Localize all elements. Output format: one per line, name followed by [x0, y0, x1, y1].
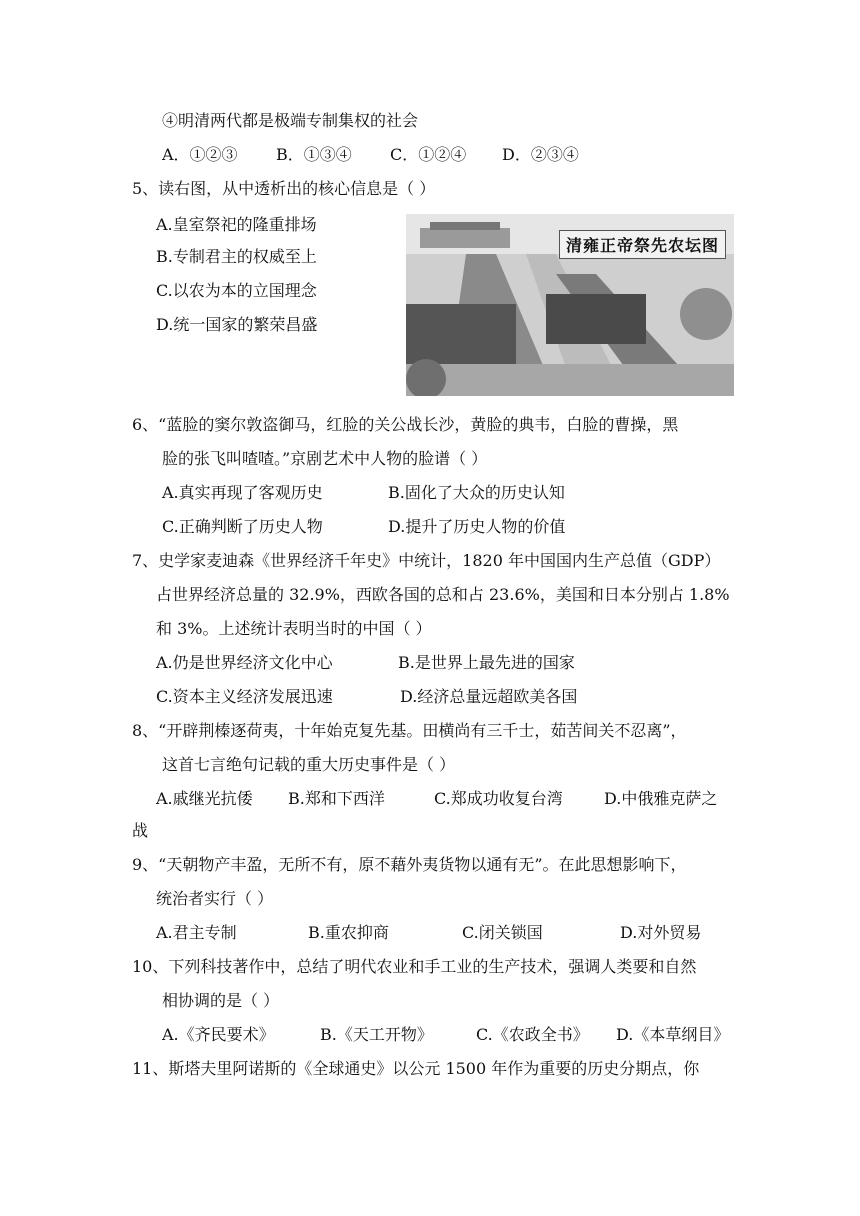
q11-stem-line-1: 11、斯塔夫里阿诺斯的《全球通史》以公元 1500 年作为重要的历史分期点，你 [132, 1059, 700, 1078]
q9-option-d: D.对外贸易 [620, 923, 702, 942]
q8-option-d: D.中俄雅克萨之 [604, 789, 718, 808]
q9-option-a: A.君主专制 [156, 923, 237, 942]
q4-option-c: C．①②④ [390, 145, 467, 164]
q7-stem-line-1: 7、史学家麦迪森《世界经济千年史》中统计，1820 年中国国内生产总值（GDP） [132, 551, 721, 570]
q7-option-c: C.资本主义经济发展迅速 [156, 687, 333, 706]
q5-stem: 5、读右图，从中透析出的核心信息是（ ） [132, 179, 436, 198]
q8-option-b: B.郑和下西洋 [288, 789, 385, 808]
q5-option-c: C.以农为本的立国理念 [156, 281, 317, 300]
q10-option-b: B.《天工开物》 [320, 1025, 433, 1044]
q7-stem-line-2: 占世界经济总量的 32.9%，西欧各国的总和占 23.6%，美国和日本分别占 1.8% [156, 585, 730, 604]
q6-stem-line-1: 6、“蓝脸的窦尔敦盗御马，红脸的关公战长沙，黄脸的典韦，白脸的曹操，黑 [132, 415, 679, 434]
q5-option-d: D.统一国家的繁荣昌盛 [156, 315, 318, 334]
q8-option-c: C.郑成功收复台湾 [434, 789, 563, 808]
q10-option-a: A.《齐民要术》 [162, 1025, 275, 1044]
q7-stem-line-3: 和 3%。上述统计表明当时的中国（ ） [156, 619, 432, 638]
q9-option-b: B.重农抑商 [308, 923, 389, 942]
q10-option-d: D.《本草纲目》 [616, 1025, 730, 1044]
q8-stem-line-2: 这首七言绝句记载的重大历史事件是（ ） [162, 755, 456, 774]
q8-stem-line-1: 8、“开辟荆榛逐荷夷，十年始克复先基。田横尚有三千士，茹苦间关不忍离”， [132, 721, 687, 740]
q5-option-b: B.专制君主的权威至上 [156, 247, 317, 266]
q10-stem-line-1: 10、下列科技著作中，总结了明代农业和手工业的生产技术，强调人类要和自然 [132, 957, 697, 976]
q5-option-a: A.皇室祭祀的隆重排场 [156, 215, 317, 234]
q7-option-a: A.仍是世界经济文化中心 [156, 653, 333, 672]
altar-painting-image [406, 214, 734, 396]
q4-item-4: ④明清两代都是极端专制集权的社会 [162, 111, 419, 130]
q10-option-c: C.《农政全书》 [476, 1025, 589, 1044]
q9-option-c: C.闭关锁国 [462, 923, 543, 942]
q10-stem-line-2: 相协调的是（ ） [162, 991, 280, 1010]
q9-stem-line-2: 统治者实行（ ） [156, 889, 274, 908]
q6-stem-line-2: 脸的张飞叫喳喳。”京剧艺术中人物的脸谱（ ） [162, 449, 488, 468]
q6-option-b: B.固化了大众的历史认知 [388, 483, 565, 502]
q6-option-a: A.真实再现了客观历史 [162, 483, 323, 502]
q4-option-b: B．①③④ [276, 145, 352, 164]
q6-option-d: D.提升了历史人物的价值 [388, 517, 566, 536]
q8-option-a: A.戚继光抗倭 [156, 789, 253, 808]
q6-option-c: C.正确判断了历史人物 [162, 517, 323, 536]
figure-caption: 清雍正帝祭先农坛图 [559, 230, 726, 259]
q7-option-d: D.经济总量远超欧美各国 [400, 687, 578, 706]
q4-option-d: D．②③④ [502, 145, 579, 164]
q4-option-a: A．①②③ [162, 145, 238, 164]
q8-option-d-wrap: 战 [132, 821, 149, 840]
q9-stem-line-1: 9、“天朝物产丰盈，无所不有，原不藉外夷货物以通有无”。在此思想影响下， [132, 855, 687, 874]
q7-option-b: B.是世界上最先进的国家 [398, 653, 575, 672]
